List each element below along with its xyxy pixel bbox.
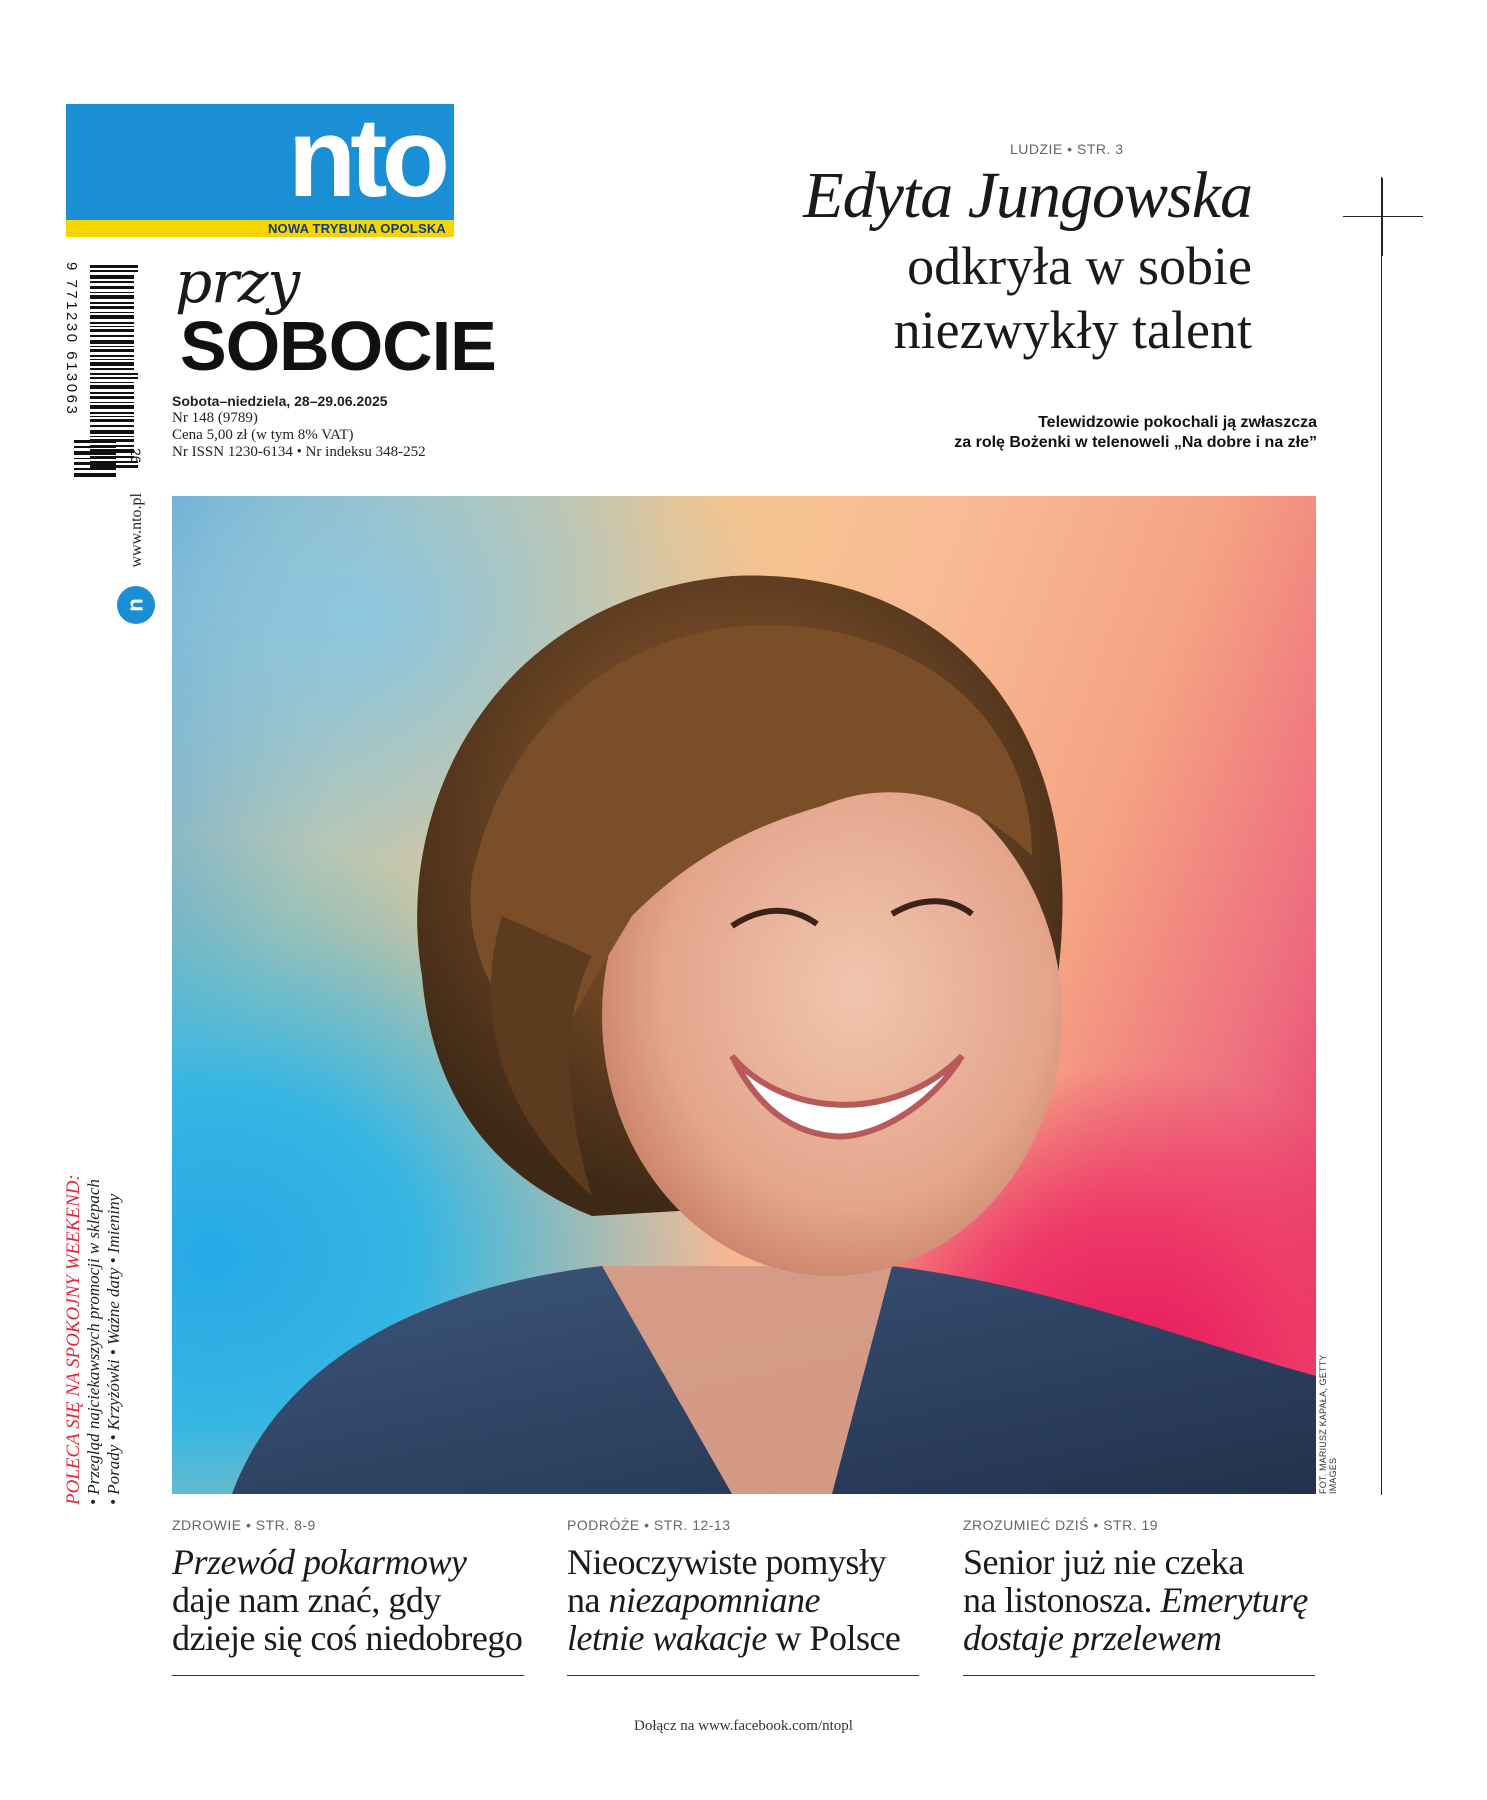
deck-line-1: Telewidzowie pokochali ją zwłaszcza [1038,414,1317,431]
issue-price: Cena 5,00 zł (w tym 8% VAT) [172,427,354,443]
teaser-headline-italic: Przewód pokarmowy [172,1542,467,1582]
headline-line-1: odkryła w sobie [907,236,1252,296]
section-script: przy [175,248,300,316]
crop-line [1381,177,1382,1495]
teaser-headline-line-2: daje nam znać, gdy [172,1580,441,1620]
teaser-headline-italic-2: dostaje przelewem [963,1618,1222,1658]
teaser-headline-italic: Emeryturę [1160,1580,1308,1620]
teaser-rule [172,1675,524,1676]
teaser-rule [963,1675,1315,1676]
kicker-section: LUDZIE [1010,141,1063,157]
teaser-page: STR. 12-13 [653,1517,731,1533]
teaser-health[interactable] [172,1517,524,1657]
promo-line-1: • Przegląd najciekawszych promocji w sklepach [84,1179,103,1505]
teaser-headline-line-3: dzieje się coś niedobrego [172,1618,523,1658]
barcode-addon: 26 [128,448,144,464]
teaser-kicker: PODRÓŻE • STR. 12-13 [567,1517,731,1533]
teaser-section: ZROZUMIEĆ DZIŚ [963,1517,1089,1533]
teaser-section: PODRÓŻE [567,1517,640,1533]
kicker-page: STR. 3 [1076,141,1124,157]
headline-name: Edyta Jungowska [803,159,1252,232]
logo-text: nto [287,95,444,220]
logo-subtitle: NOWA TRYBUNA OPOLSKA [267,221,446,236]
deck-line-2: za rolę Bożenki w telenoweli „Na dobre i na złe” [954,434,1317,451]
site-logo-letter: n [122,598,148,612]
website-url[interactable]: www.nto.pl [128,493,145,568]
teaser-headline [963,1543,1315,1657]
site-logo-icon [117,586,155,624]
issue-date: Sobota–niedziela, 28–29.06.2025 [172,393,388,409]
headline-deck [797,413,1317,453]
headline-line-2: niezwykły talent [893,300,1252,360]
registration-mark-vertical [1382,178,1383,256]
teaser-kicker: ZROZUMIEĆ DZIŚ • STR. 19 [963,1517,1159,1533]
section-title: SOBOCIE [180,307,496,385]
teaser-headline-plain: na listonosza. [963,1580,1161,1620]
main-story-kicker: LUDZIE • STR. 3 [1010,141,1124,157]
promo-line-2: • Porady • Krzyżówki • Ważne daty • Imieniny [104,1193,123,1505]
teaser-understand-today[interactable] [963,1517,1315,1657]
teaser-headline-line-1: Nieoczywiste pomysły [567,1542,886,1582]
teaser-headline [567,1543,919,1657]
promo-heading: POLECA SIĘ NA SPOKOJNY WEEKEND: [63,1174,84,1505]
teaser-headline-italic: niezapomniane [608,1580,820,1620]
weekend-promo [64,1165,124,1505]
teaser-travel[interactable] [567,1517,919,1657]
registration-mark-horizontal [1343,216,1423,217]
teaser-rule [567,1675,919,1676]
teaser-headline-plain-2: w Polsce [766,1618,901,1658]
teaser-page: STR. 8-9 [255,1517,316,1533]
facebook-footer[interactable]: Dołącz na www.facebook.com/ntopl [634,1718,853,1734]
issue-meta [172,393,426,461]
teaser-headline-plain: na [567,1580,609,1620]
portrait-illustration [172,496,1316,1494]
barcode-addon-bars [74,440,116,480]
teaser-headline [172,1543,524,1657]
teaser-headline-italic-2: letnie wakacje [567,1618,767,1658]
teaser-page: STR. 19 [1103,1517,1159,1533]
teaser-kicker: ZDROWIE • STR. 8-9 [172,1517,316,1533]
issue-issn: Nr ISSN 1230-6134 • Nr indeksu 348-252 [172,444,426,460]
nto-logo [66,95,454,237]
photo-credit: FOT. MARIUSZ KAPAŁA, GETTY IMAGES [1318,1354,1338,1494]
issue-number: Nr 148 (9789) [172,410,258,426]
teaser-section: ZDROWIE [172,1517,242,1533]
barcode-number: 9 771230 613063 [63,262,80,417]
teaser-headline-line-1: Senior już nie czeka [963,1542,1244,1582]
cover-photo [172,496,1316,1494]
